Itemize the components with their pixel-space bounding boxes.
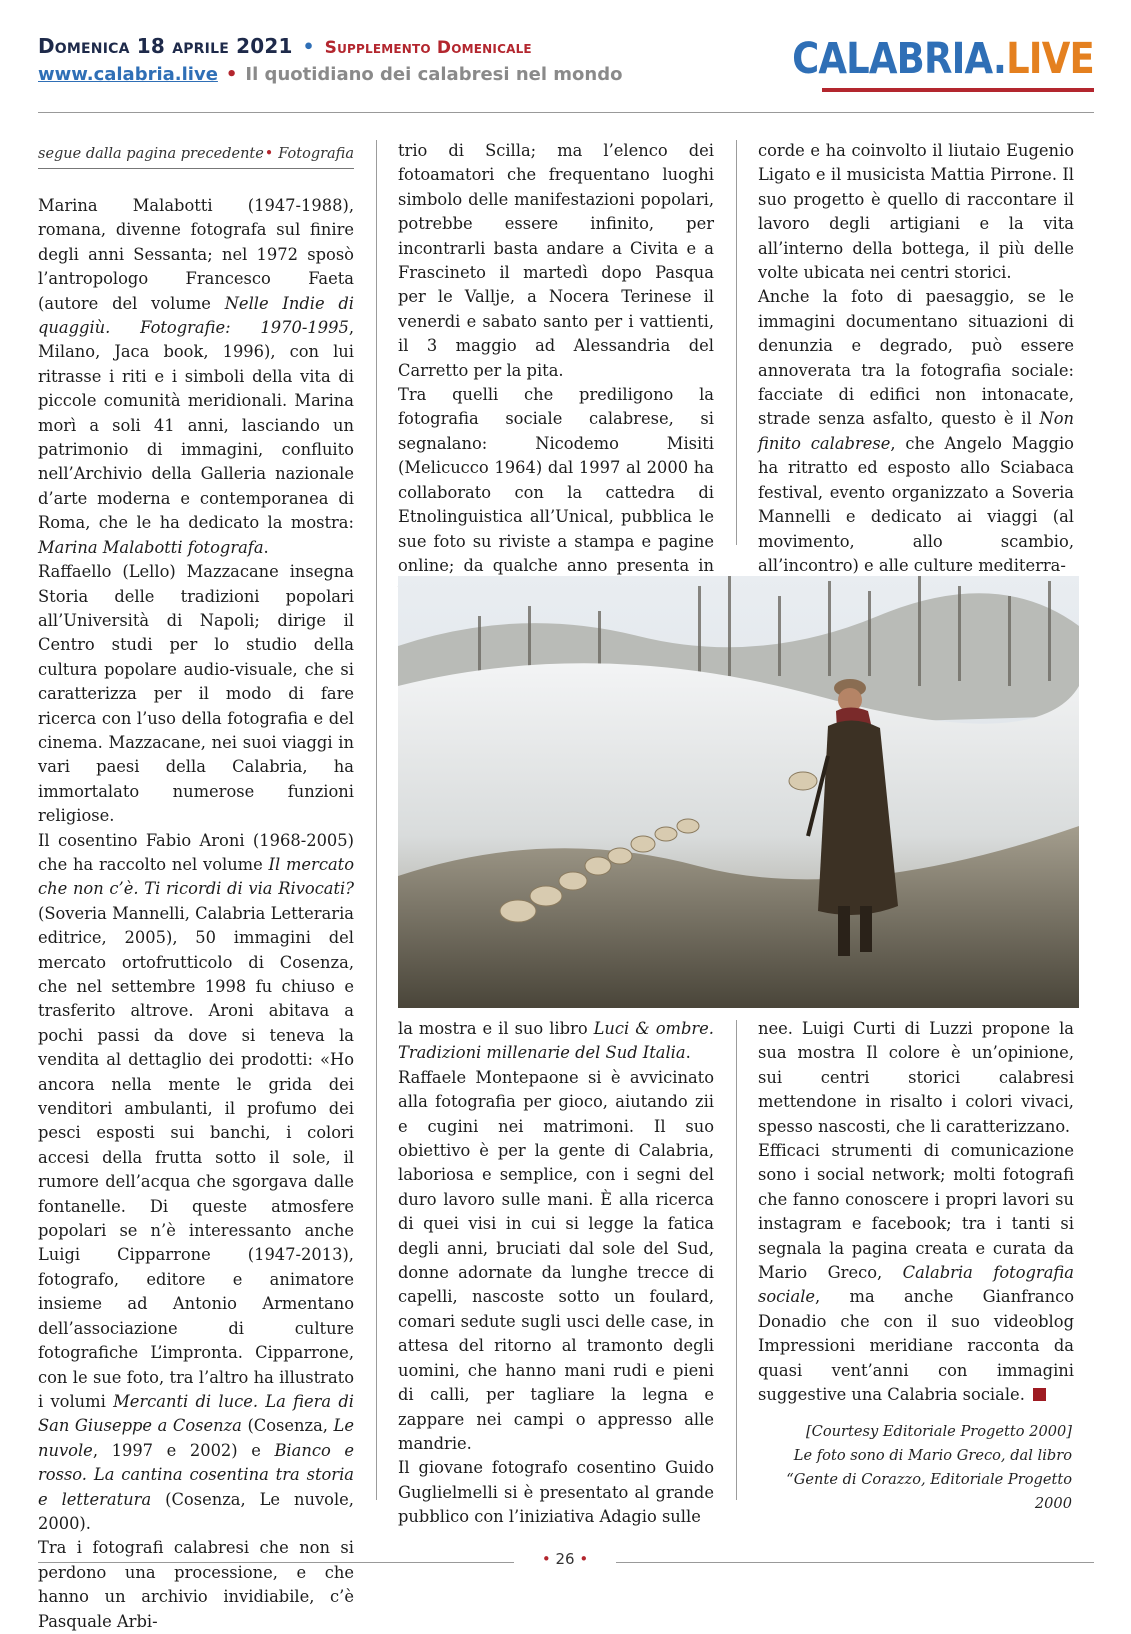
logo-underline [822, 88, 1094, 92]
paragraph: Tra quelli che prediligono la fotografia sociale calabrese, si segnalano: Nicodemo Misiti (Melicucco 1964) dal 1997 al 2000 ha collaborato con la cattedra di Etnolinguistica all’Unical, pubblica le sue foto su riviste a stampa e pagine online; da qualche anno presenta in [398, 385, 714, 575]
paragraph: trio di Scilla; ma l’elenco dei fotoamatori che frequentano luoghi simbolo delle manifestazioni popolari, potrebbe essere infinito, per incontrarli basta andare a Civita e a Frascineto il martedì dopo Pasqua per le Vallje, a Nocera Terinese il venerdi e sabato santo per i vattienti, il 3 maggio ad Alessandria del Carretto per la pita. [398, 141, 714, 380]
photo-illustration [398, 576, 1079, 1008]
paragraph: Raffaele Montepaone si è avvicinato alla fotografia per gioco, aiutando zii e cugini nei matrimoni. Il suo obiettivo è per la gente di Calabria, laboriosa e semplice, con i segni del duro lavoro sulle mani. È alla ricerca di quei visi in cui si legge la fatica degli anni, bruciati dal sole del Sud, donne adornate da lunghe trecce di capelli, nascoste sotto un foulard, comari sedute sugli usci delle case, in attesa del ritorno al tramonto degli uomini, che hanno mani rudi e pieni di calli, per tagliare la legna e zappare nei campi o appresso alle mandrie. [398, 1067, 714, 1453]
header-divider [38, 112, 1094, 113]
credit-source: Le foto sono di Mario Greco, dal libro “Gente di Corazzo, Editoriale Progetto 2000 [786, 1447, 1072, 1512]
paragraph: Efficaci strumenti di comunicazione sono i social network; molti fotografi che fanno conoscere i propri lavori su instagram e facebook; tra i tanti si segnala la pagina creata e curata da Mario Greco, Calabria fotografia sociale, ma anche Gianfranco Donadio che con il suo videoblog Impressioni meridiane racconta da quasi vent’anni con immagini suggestive una Calabria sociale. [758, 1141, 1074, 1405]
column-2-top [398, 139, 714, 627]
column-divider [736, 140, 737, 545]
column-2-bottom [398, 1017, 714, 1530]
masthead [38, 34, 1094, 116]
paragraph: Il giovane fotografo cosentino Guido Guglielmelli si è presentato al grande pubblico con l’iniziativa Adagio sulle [398, 1458, 714, 1527]
footer-divider [38, 1562, 514, 1563]
paragraph: la mostra e il suo libro Luci & ombre. Tradizioni millenarie del Sud Italia. [398, 1019, 714, 1063]
column-divider [736, 1020, 737, 1500]
paragraph: Tra i fotografi calabresi che non si perdono una processione, e che hanno un archivio invidiabile, c’è Pasquale Arbi- [38, 1538, 354, 1631]
kicker-divider [38, 168, 354, 169]
paragraph: Raffaello (Lello) Mazzacane insegna Storia delle tradizioni popolari all’Università di Napoli; dirige il Centro studi per lo studio della cultura popolare audio-visuale, che si caratterizza per il modo di fare ricerca con l’uso della fotografia e del cinema. Mazzacane, nei suoi viaggi in vari paesi della Calabria, ha immortalato numerose funzioni religiose. [38, 562, 354, 826]
kicker [38, 146, 354, 162]
column-divider [376, 140, 377, 1500]
page-number: • 26 • [541, 1550, 589, 1568]
separator-dot: • [302, 37, 315, 58]
end-mark-icon [1033, 1388, 1046, 1401]
paragraph: corde e ha coinvolto il liutaio Eugenio Ligato e il musicista Mattia Pirrone. Il suo progetto è quello di raccontare il lavoro degli artigiani e la vita all’interno della bottega, il più delle volte ubicata nei centri storici. [758, 141, 1074, 283]
site-link[interactable]: www.calabria.live [38, 64, 218, 85]
calabria-live-logo[interactable]: CALABRIA.LIVE [792, 34, 1094, 84]
tagline: Il quotidiano dei calabresi nel mondo [245, 64, 623, 85]
column-1 [38, 194, 354, 1634]
supplement-label: Supplemento Domenicale [324, 38, 532, 58]
paragraph: Il cosentino Fabio Aroni (1968-2005) che ha raccolto nel volume Il mercato che non c’è. Ti ricordi di via Rivocati? (Soveria Mannelli, Calabria Letteraria editrice, 2005), 50 immagini del mercato ortofrutticolo di Cosenza, che nel settembre 1998 fu chiuso e trasferito altrove. Aroni abitava a pochi passi da dove si teneva la vendita al dettaglio dei prodotti: «Ho ancora nella mente le grida dei venditori ambulanti, il profumo dei pesci esposti sui banchi, i colori accesi della frutta sotto il sole, il rumore dell’acqua che sgorgava dalle fontanelle. Di queste atmosfere popolari se n’è interessanto anche Luigi Cipparrone (1947-2013), fotografo, editore e animatore insieme ad Antonio Armentano dell’associazione di culture fotografiche L’impronta. Cipparrone, con le sue foto, tra l’altro ha illustrato i volumi Mercanti di luce. La fiera di San Giuseppe a Cosenza (Cosenza, Le nuvole, 1997 e 2002) e Bianco e rosso. La cantina cosentina tra storia e letteratura (Cosenza, Le nuvole, 2000). [38, 830, 354, 1533]
photo-credit [762, 1420, 1072, 1516]
paragraph: Anche la foto di paesaggio, se le immagini documentano situazioni di denunzia e degrado, può essere annoverata tra la fotografia sociale: facciate di edifici non intonacate, strade senza asfalto, questo è il Non finito calabrese, che Angelo Maggio ha ritratto ed esposto allo Sciabaca festival, evento organizzato a Soveria Mannelli e dedicato ai viaggi (al movimento, allo scambio, all’incontro) e alle culture mediterra- [758, 287, 1074, 575]
column-3-bottom [758, 1017, 1074, 1408]
separator-dot: • [225, 64, 238, 85]
shepherd-photo [398, 576, 1079, 1008]
footer-divider [616, 1562, 1094, 1563]
continued-note: segue dalla pagina precedente [38, 146, 264, 162]
column-3-top [758, 139, 1074, 578]
credit-courtesy: [Courtesy Editoriale Progetto 2000] [805, 1423, 1072, 1440]
section-label: • Fotografia [264, 146, 354, 162]
masthead-line2 [38, 64, 622, 85]
paragraph: nee. Luigi Curti di Luzzi propone la sua mostra Il colore è un’opinione, sui centri storici calabresi mettendone in risalto i colori vivaci, spesso nascosti, che li caratterizzano. [758, 1019, 1074, 1136]
paragraph: Marina Malabotti (1947-1988), romana, divenne fotografa sul finire degli anni Sessanta; nel 1972 sposò l’antropologo Francesco Faeta (autore del volume Nelle Indie di quaggiù. Fotografie: 1970-1995, Milano, Jaca book, 1996), con lui ritrasse i riti e i simboli della vita di piccole comunità meridionali. Marina morì a soli 41 anni, lasciando un patrimonio di immagini, confluito nell’Archivio della Galleria nazionale d’arte moderna e contemporanea di Roma, che le ha dedicato la mostra: Marina Malabotti fotografa. [38, 196, 354, 557]
masthead-line1 [38, 34, 532, 58]
issue-date: Domenica 18 aprile 2021 [38, 34, 293, 58]
